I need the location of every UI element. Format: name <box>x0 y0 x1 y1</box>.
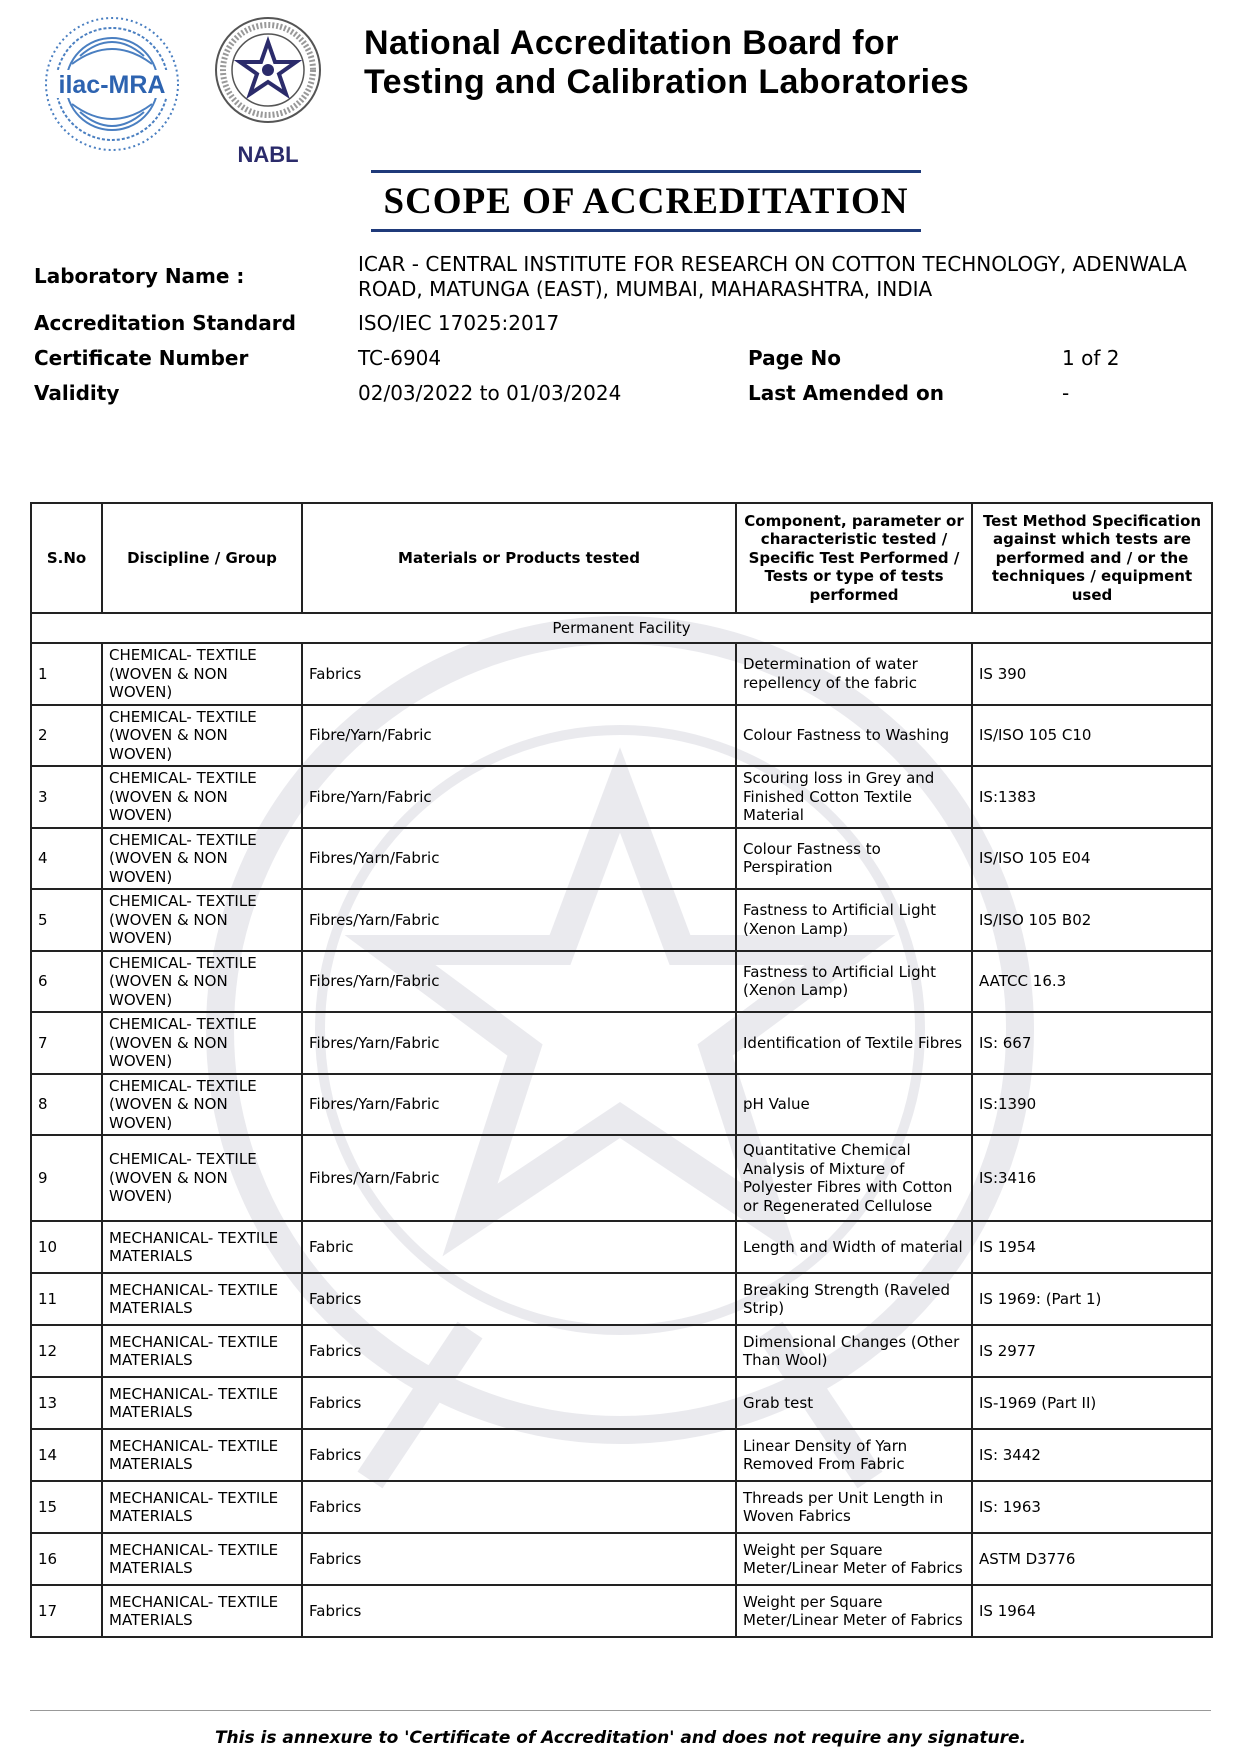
lab-name-line1: ICAR - CENTRAL INSTITUTE FOR RESEARCH ON COTTON TECHNOLOGY, ADENWALA <box>358 252 1187 276</box>
cell-sno: 3 <box>31 766 102 828</box>
cell-material: Fibre/Yarn/Fabric <box>302 705 736 767</box>
svg-text:NABL: NABL <box>237 142 299 167</box>
table-row <box>31 766 1212 828</box>
table-row <box>31 1074 1212 1136</box>
cell-discipline: CHEMICAL- TEXTILE (WOVEN & NON WOVEN) <box>102 1012 302 1074</box>
header-materials: Materials or Products tested <box>302 503 736 613</box>
table-row <box>31 1585 1212 1637</box>
last-amended-value: - <box>1062 381 1070 405</box>
ilac-mra-logo <box>42 14 182 154</box>
cell-discipline: CHEMICAL- TEXTILE (WOVEN & NON WOVEN) <box>102 889 302 951</box>
table-row <box>31 705 1212 767</box>
cell-discipline: CHEMICAL- TEXTILE (WOVEN & NON WOVEN) <box>102 1135 302 1221</box>
cell-material: Fibres/Yarn/Fabric <box>302 951 736 1013</box>
footer-note: This is annexure to 'Certificate of Accreditation' and does not require any signature. <box>214 1728 1027 1748</box>
lab-name-value <box>358 252 1198 302</box>
header-sno: S.No <box>31 503 102 613</box>
cell-material: Fabrics <box>302 1377 736 1429</box>
validity-value: 02/03/2022 to 01/03/2024 <box>358 381 622 405</box>
org-name-line1: National Accreditation Board for <box>364 24 899 62</box>
certificate-value: TC-6904 <box>358 346 442 370</box>
cell-component: pH Value <box>736 1074 972 1136</box>
facility-label: Permanent Facility <box>31 613 1212 643</box>
cell-component: Scouring loss in Grey and Finished Cotton Textile Material <box>736 766 972 828</box>
cell-sno: 2 <box>31 705 102 767</box>
cell-component: Fastness to Artificial Light (Xenon Lamp) <box>736 889 972 951</box>
cell-component: Weight per Square Meter/Linear Meter of Fabrics <box>736 1585 972 1637</box>
cell-sno: 13 <box>31 1377 102 1429</box>
cell-method: IS:3416 <box>972 1135 1212 1221</box>
cell-discipline: MECHANICAL- TEXTILE MATERIALS <box>102 1221 302 1273</box>
cell-material: Fabrics <box>302 1585 736 1637</box>
page-no-value: 1 of 2 <box>1062 346 1120 370</box>
cell-component: Grab test <box>736 1377 972 1429</box>
cell-component: Fastness to Artificial Light (Xenon Lamp) <box>736 951 972 1013</box>
cell-sno: 15 <box>31 1481 102 1533</box>
last-amended-label: Last Amended on <box>748 381 944 405</box>
lab-name-label: Laboratory Name : <box>34 264 245 288</box>
cell-method: IS:1390 <box>972 1074 1212 1136</box>
table-row <box>31 1325 1212 1377</box>
cell-component: Linear Density of Yarn Removed From Fabric <box>736 1429 972 1481</box>
cell-method: IS/ISO 105 E04 <box>972 828 1212 890</box>
cell-method: IS 1969: (Part 1) <box>972 1273 1212 1325</box>
header-discipline: Discipline / Group <box>102 503 302 613</box>
cell-method: IS 2977 <box>972 1325 1212 1377</box>
cell-method: IS/ISO 105 B02 <box>972 889 1212 951</box>
validity-label: Validity <box>34 381 120 405</box>
header-component: Component, parameter or characteristic tested / Specific Test Performed / Tests or type of tests performed <box>736 503 972 613</box>
cell-material: Fabrics <box>302 643 736 705</box>
header-method: Test Method Specification against which tests are performed and / or the techniques / equipment used <box>972 503 1212 613</box>
cell-discipline: MECHANICAL- TEXTILE MATERIALS <box>102 1273 302 1325</box>
cell-material: Fabrics <box>302 1273 736 1325</box>
table-row <box>31 1429 1212 1481</box>
table-row <box>31 951 1212 1013</box>
table-row <box>31 1273 1212 1325</box>
cell-sno: 10 <box>31 1221 102 1273</box>
cell-component: Quantitative Chemical Analysis of Mixture of Polyester Fibres with Cotton or Regenerated Cellulose <box>736 1135 972 1221</box>
cell-method: IS/ISO 105 C10 <box>972 705 1212 767</box>
cell-sno: 17 <box>31 1585 102 1637</box>
table-row <box>31 643 1212 705</box>
table-row <box>31 1135 1212 1221</box>
cell-material: Fibre/Yarn/Fabric <box>302 766 736 828</box>
nabl-logo <box>210 12 326 172</box>
cell-component: Determination of water repellency of the fabric <box>736 643 972 705</box>
cell-material: Fabrics <box>302 1325 736 1377</box>
table-row <box>31 1481 1212 1533</box>
cell-sno: 16 <box>31 1533 102 1585</box>
lab-name-line2: ROAD, MATUNGA (EAST), MUMBAI, MAHARASHTRA, INDIA <box>358 277 933 301</box>
cell-sno: 9 <box>31 1135 102 1221</box>
svg-text:ilac-MRA: ilac-MRA <box>58 71 166 99</box>
table-row <box>31 1012 1212 1074</box>
cell-sno: 6 <box>31 951 102 1013</box>
cell-method: ASTM D3776 <box>972 1533 1212 1585</box>
cell-sno: 11 <box>31 1273 102 1325</box>
cell-method: IS-1969 (Part II) <box>972 1377 1212 1429</box>
cell-method: AATCC 16.3 <box>972 951 1212 1013</box>
cell-component: Colour Fastness to Perspiration <box>736 828 972 890</box>
cell-discipline: MECHANICAL- TEXTILE MATERIALS <box>102 1325 302 1377</box>
cell-material: Fibres/Yarn/Fabric <box>302 828 736 890</box>
cell-method: IS: 667 <box>972 1012 1212 1074</box>
cell-discipline: MECHANICAL- TEXTILE MATERIALS <box>102 1377 302 1429</box>
cell-discipline: CHEMICAL- TEXTILE (WOVEN & NON WOVEN) <box>102 705 302 767</box>
table-row <box>31 1221 1212 1273</box>
cell-method: IS 1964 <box>972 1585 1212 1637</box>
footer-divider <box>30 1710 1211 1711</box>
cell-discipline: CHEMICAL- TEXTILE (WOVEN & NON WOVEN) <box>102 951 302 1013</box>
page-title: SCOPE OF ACCREDITATION <box>383 180 909 222</box>
cell-discipline: CHEMICAL- TEXTILE (WOVEN & NON WOVEN) <box>102 1074 302 1136</box>
cell-discipline: MECHANICAL- TEXTILE MATERIALS <box>102 1481 302 1533</box>
scope-table <box>30 502 1213 1638</box>
title-box <box>371 170 921 232</box>
cell-material: Fabrics <box>302 1533 736 1585</box>
cell-material: Fabrics <box>302 1481 736 1533</box>
cell-discipline: CHEMICAL- TEXTILE (WOVEN & NON WOVEN) <box>102 766 302 828</box>
org-name-line2: Testing and Calibration Laboratories <box>364 63 970 101</box>
cell-material: Fibres/Yarn/Fabric <box>302 1135 736 1221</box>
table-row <box>31 828 1212 890</box>
cell-discipline: CHEMICAL- TEXTILE (WOVEN & NON WOVEN) <box>102 643 302 705</box>
cell-sno: 14 <box>31 1429 102 1481</box>
org-name <box>364 24 1004 102</box>
cell-sno: 1 <box>31 643 102 705</box>
cell-component: Threads per Unit Length in Woven Fabrics <box>736 1481 972 1533</box>
cell-discipline: MECHANICAL- TEXTILE MATERIALS <box>102 1429 302 1481</box>
cell-sno: 5 <box>31 889 102 951</box>
standard-label: Accreditation Standard <box>34 311 296 335</box>
cell-discipline: CHEMICAL- TEXTILE (WOVEN & NON WOVEN) <box>102 828 302 890</box>
cell-method: IS 390 <box>972 643 1212 705</box>
cell-sno: 7 <box>31 1012 102 1074</box>
cell-material: Fibres/Yarn/Fabric <box>302 1074 736 1136</box>
cell-component: Breaking Strength (Raveled Strip) <box>736 1273 972 1325</box>
cell-sno: 12 <box>31 1325 102 1377</box>
table-row <box>31 1377 1212 1429</box>
cell-method: IS 1954 <box>972 1221 1212 1273</box>
cell-component: Identification of Textile Fibres <box>736 1012 972 1074</box>
cell-material: Fabrics <box>302 1429 736 1481</box>
cell-sno: 4 <box>31 828 102 890</box>
table-header-row <box>31 503 1212 613</box>
cell-method: IS: 3442 <box>972 1429 1212 1481</box>
cell-material: Fibres/Yarn/Fabric <box>302 889 736 951</box>
cell-component: Dimensional Changes (Other Than Wool) <box>736 1325 972 1377</box>
certificate-label: Certificate Number <box>34 346 249 370</box>
cell-method: IS:1383 <box>972 766 1212 828</box>
cell-material: Fibres/Yarn/Fabric <box>302 1012 736 1074</box>
table-row <box>31 889 1212 951</box>
table-row <box>31 1533 1212 1585</box>
cell-component: Colour Fastness to Washing <box>736 705 972 767</box>
cell-method: IS: 1963 <box>972 1481 1212 1533</box>
page-no-label: Page No <box>748 346 841 370</box>
cell-component: Weight per Square Meter/Linear Meter of Fabrics <box>736 1533 972 1585</box>
cell-component: Length and Width of material <box>736 1221 972 1273</box>
cell-discipline: MECHANICAL- TEXTILE MATERIALS <box>102 1533 302 1585</box>
facility-row <box>31 613 1212 643</box>
cell-material: Fabric <box>302 1221 736 1273</box>
cell-sno: 8 <box>31 1074 102 1136</box>
cell-discipline: MECHANICAL- TEXTILE MATERIALS <box>102 1585 302 1637</box>
standard-value: ISO/IEC 17025:2017 <box>358 311 560 335</box>
